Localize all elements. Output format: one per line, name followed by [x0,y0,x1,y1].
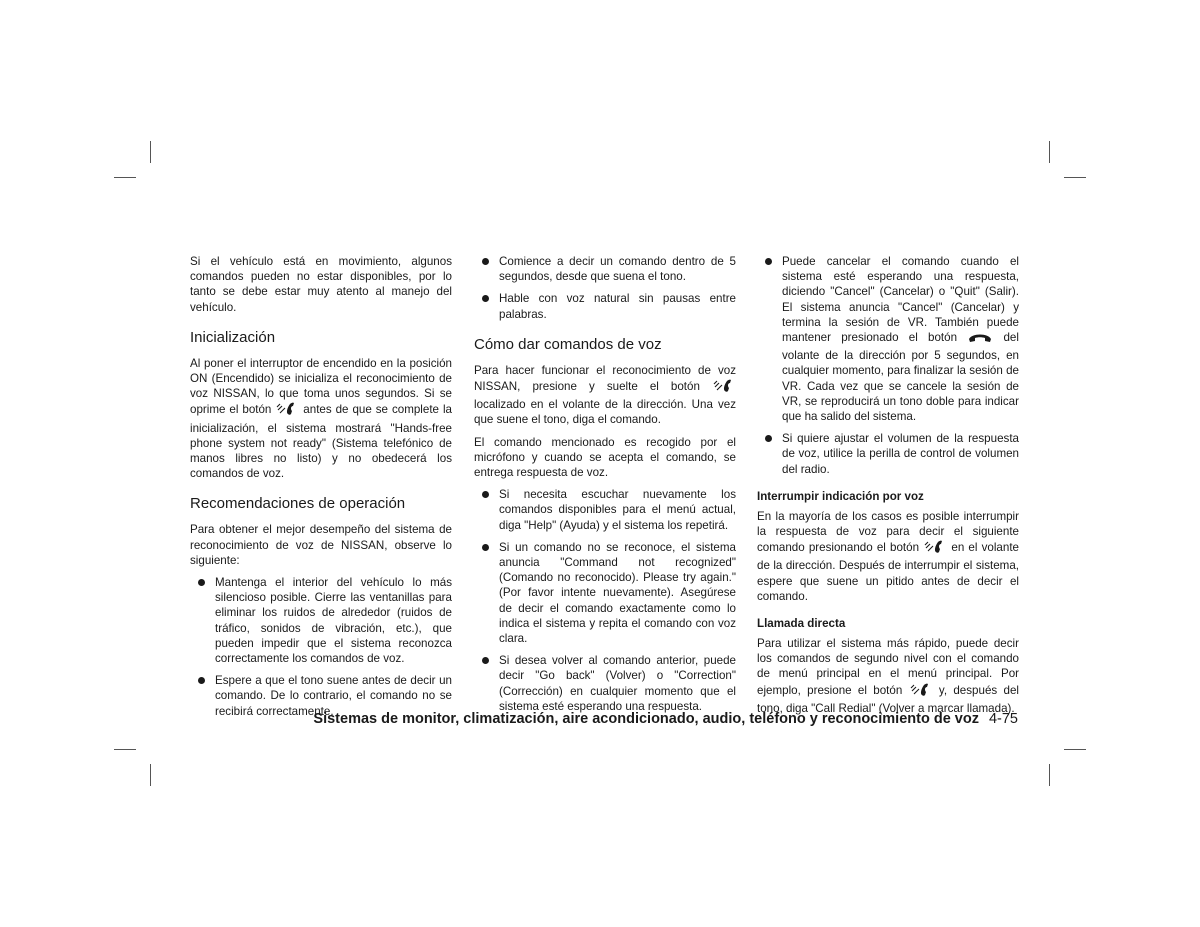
crop-mark [1064,177,1086,178]
list-item [474,254,736,284]
phone-talk-icon [923,539,947,558]
list-item [757,254,1019,424]
list-item-text: Mantenga el interior del vehículo lo más silencioso posible. Cierre las ventanillas para eliminar los ruidos de alrededor (ruidos de tráfico, sonidos de vibración, etc.), que pueden impedir que el sistema reconozca correctamente los comandos de voz. [215,576,452,666]
column-middle [474,254,736,721]
bullet-icon [482,295,489,302]
text: localizado en el volante de la dirección. Una vez que suene el tono, diga el comando. [474,398,736,427]
crop-mark [1049,141,1050,163]
bullet-icon [198,677,205,684]
list-item-text: del volante de la dirección por 5 segundos, en cualquier momento, para finalizar la sesión de VR. Cada vez que se cancele la sesión de VR, se reproducirá un tono doble para indicar que ha salido del sistema. [782,331,1019,424]
bullet-icon [765,435,772,442]
phone-hangup-icon [967,331,993,348]
page-footer [313,711,1018,727]
bullet-icon [482,657,489,664]
list-item-text: Si desea volver al comando anterior, puede decir "Go back" (Volver) o "Correction" (Corrección) en cualquier momento que el sistema esté esperando una respuesta. [499,654,736,713]
bullet-list [190,575,452,719]
list-item [190,575,452,666]
section-heading-recomendaciones: Recomendaciones de operación [190,495,406,513]
bullet-icon [765,258,772,265]
paragraph: Si el vehículo está en movimiento, algunos comandos pueden no estar disponibles, por lo tanto se debe estar muy atento al manejo del vehículo. [190,255,452,314]
bullet-icon [482,544,489,551]
bullet-list [474,254,736,322]
list-item [757,431,1019,477]
list-item [474,540,736,646]
phone-talk-icon [909,682,933,701]
text: Para utilizar el sistema más rápido, puede decir los comandos de segundo nivel con el comando de menú principal en el menú principal. Por ejemplo, presione el botón [757,637,1019,697]
text: Al poner el interruptor de encendido en la posición ON (Encendido) se inicializa el reconocimiento de voz NISSAN, lo que toma unos segundos. Si se oprime el botón [190,356,452,417]
list-item-text: Espere a que el tono suene antes de decir un comando. De lo contrario, el comando no se recibirá correctamente. [215,674,452,718]
phone-talk-icon [712,378,736,397]
list-item-text: Hable con voz natural sin pausas entre palabras. [499,292,736,321]
subheading-interrumpir: Interrumpir indicación por voz [757,489,924,503]
crop-mark [150,141,151,163]
list-item [474,653,736,714]
footer-title: Sistemas de monitor, climatización, aire acondicionado, audio, teléfono y reconocimiento de voz [313,711,979,727]
paragraph: El comando mencionado es recogido por el micrófono y cuando se acepta el comando, se entrega respuesta de voz. [474,435,736,480]
crop-mark [114,177,136,178]
bullet-list [757,254,1019,477]
crop-mark [1049,764,1050,786]
column-left [190,254,452,726]
text: y, después del tono, diga "Call Redial" (Volver a marcar llamada). [757,683,1019,715]
column-right [757,254,1019,723]
list-item-text: Si necesita escuchar nuevamente los comandos disponibles para el menú actual, diga "Help" (Ayuda) y el sistema los repetirá. [499,488,736,532]
subheading-llamada-directa: Llamada directa [757,617,846,631]
paragraph: Para obtener el mejor desempeño del sistema de reconocimiento de voz de NISSAN, observe lo siguiente: [190,523,452,567]
page-number: 4-75 [988,711,1018,727]
list-item-text: Si quiere ajustar el volumen de la respuesta de voz, utilice la perilla de control de volumen del radio. [782,432,1019,476]
text: En la mayoría de los casos es posible interrumpir la respuesta de voz para decir el siguiente comando presionando el botón [757,509,1019,555]
text: en el volante de la dirección. Después de interrumpir el sistema, espere que suene un pitido antes de decir el comando. [757,541,1019,603]
paragraph [757,636,1019,716]
list-item-text: Si un comando no se reconoce, el sistema anuncia "Command not recognized" (Comando no reconocido). Please try again." (Por favor intente nuevamente). Asegúrese de decir el comando exactamente como lo indica el sistema y repita el comando con voz clara. [499,540,736,646]
section-heading-comandos: Cómo dar comandos de voz [474,335,662,353]
bullet-icon [482,258,489,265]
bullet-icon [198,579,205,586]
text: Para hacer funcionar el reconocimiento de voz NISSAN, presione y suelte el botón [474,363,736,394]
section-heading-inicializacion: Inicialización [190,328,276,346]
paragraph [190,356,452,482]
crop-mark [114,749,136,750]
list-item [474,487,736,533]
phone-talk-icon [275,401,299,420]
bullet-icon [482,491,489,498]
list-item-text: Comience a decir un comando dentro de 5 segundos, desde que suena el tono. [499,255,736,284]
crop-mark [150,764,151,786]
paragraph [474,363,736,428]
text: antes de que se complete la inicialización, el sistema mostrará "Hands-free phone system not ready" (Sistema telefónico de manos libres no listo) y no obedecerá los comandos de voz. [190,403,452,481]
paragraph [757,509,1019,604]
list-item-text: Puede cancelar el comando cuando el sistema esté esperando una respuesta, diciendo "Cancel" (Cancelar) o "Quit" (Salir). El sistema anuncia "Cancel" (Cancelar) y termina la sesión de VR. También puede mantener presionado el botón [782,255,1019,345]
bullet-list [474,487,736,714]
list-item [474,291,736,321]
crop-mark [1064,749,1086,750]
